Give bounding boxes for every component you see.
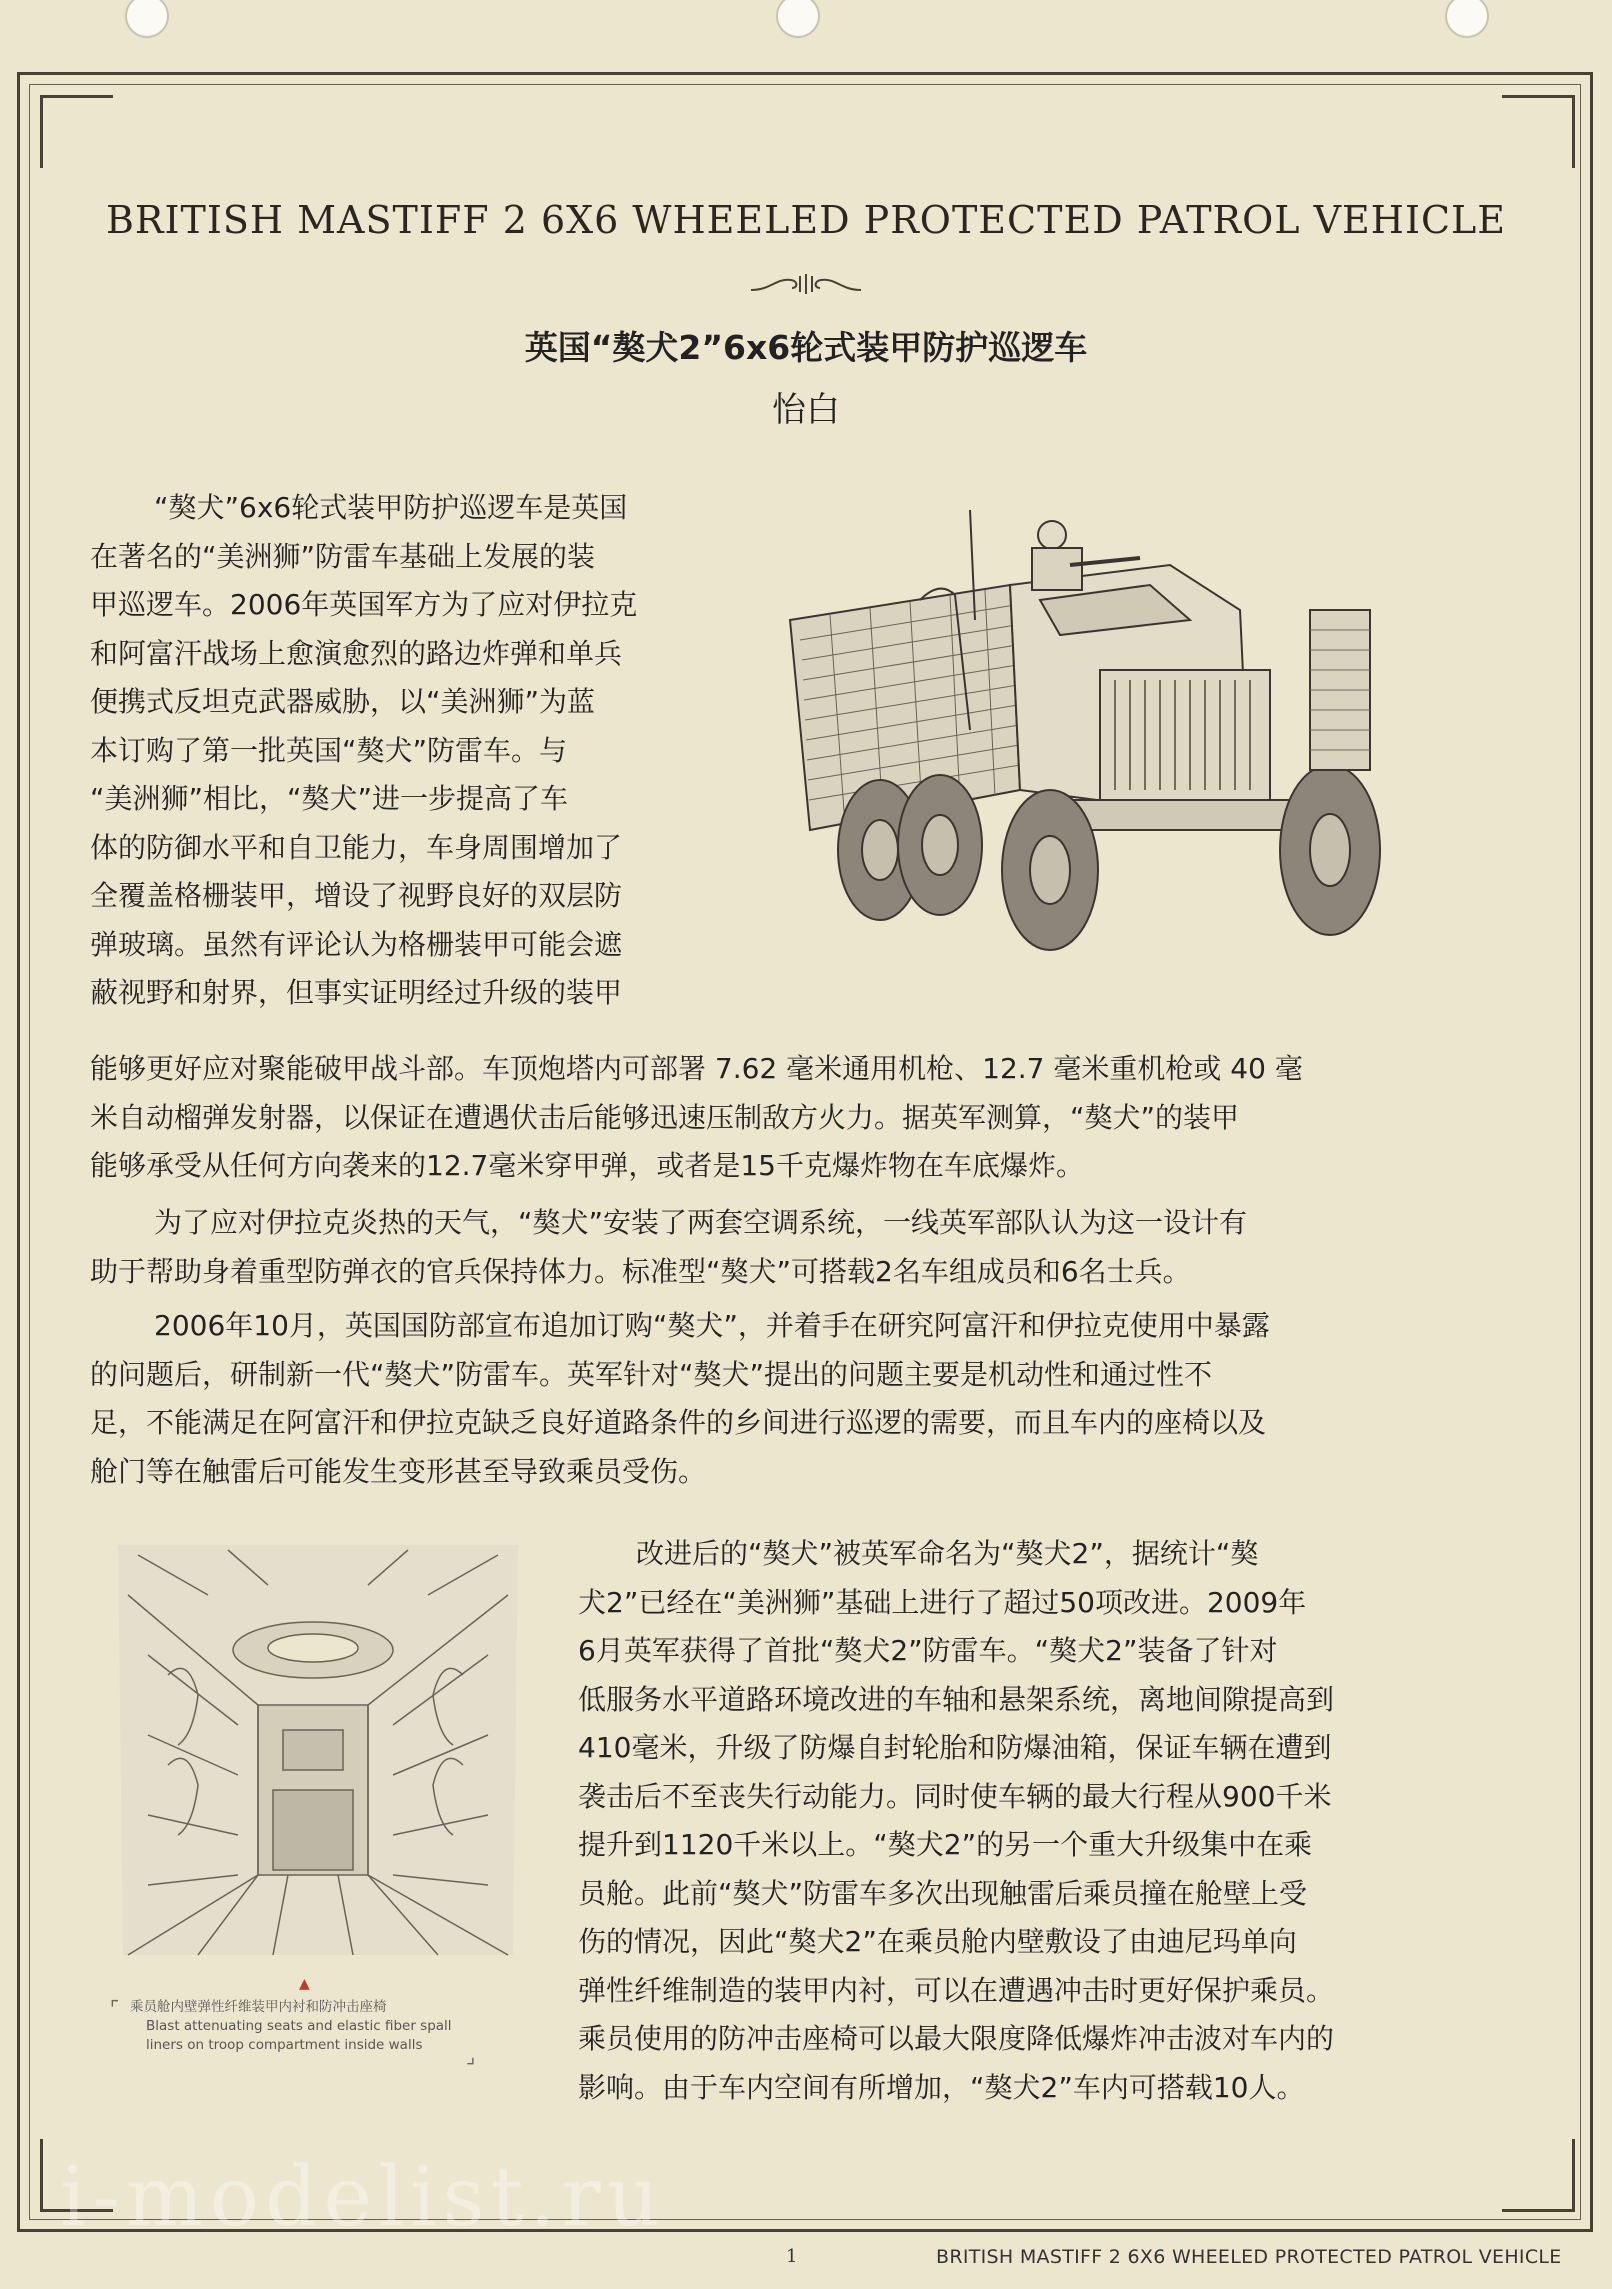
text-line: 伤的情况，因此“獒犬2”在乘员舱内壁敷设了由迪尼玛单向 xyxy=(578,1925,1297,1958)
caption-chinese: 乘员舱内壁弹性纤维装甲内衬和防冲击座椅 xyxy=(130,1999,387,2015)
caption-english: Blast attenuating seats and elastic fiber spall liners on troop compartment inside walls xyxy=(146,2018,452,2053)
caption-bracket-open: ⌜ xyxy=(110,1996,120,2020)
text-line: 犬2”已经在“美洲狮”基础上进行了超过50项改进。2009年 xyxy=(578,1585,1307,1619)
frame-corner-tl xyxy=(40,95,113,168)
text-line: 舱门等在触雷后可能发生变形甚至导致乘员受伤。 xyxy=(90,1454,707,1488)
text-line: 弹性纤维制造的装甲内衬，可以在遭遇冲击时更好保护乘员。 xyxy=(578,1973,1335,2007)
text-line: 体的防御水平和自卫能力，车身周围增加了 xyxy=(90,830,623,864)
illustration-caption xyxy=(118,1998,490,2055)
paragraph-mastiff-2 xyxy=(578,1530,1334,2112)
text-line: 助于帮助身着重型防弹衣的官兵保持体力。标准型“獒犬”可搭载2名车组成员和6名士兵。 xyxy=(90,1254,1191,1288)
caption-bracket-close: ⌟ xyxy=(466,2044,476,2068)
text-line: “美洲狮”相比，“獒犬”进一步提高了车 xyxy=(90,782,569,815)
text-line: 员舱。此前“獒犬”防雷车多次出现触雷后乘员撞在舱壁上受 xyxy=(578,1876,1308,1910)
watermark: i-modelist.ru xyxy=(60,2150,666,2245)
paragraph-new-generation xyxy=(90,1302,1270,1496)
text-line: “獒犬”6x6轮式装甲防护巡逻车是英国 xyxy=(154,491,628,524)
text-line: 提升到1120千米以上。“獒犬2”的另一个重大升级集中在乘 xyxy=(578,1828,1313,1861)
text-line: 为了应对伊拉克炎热的天气，“獒犬”安装了两套空调系统，一线英军部队认为这一设计有 xyxy=(154,1206,1248,1239)
troop-compartment-illustration xyxy=(108,1535,528,1965)
text-line: 410毫米，升级了防爆自封轮胎和防爆油箱，保证车辆在遭到 xyxy=(578,1731,1332,1764)
binder-hole-left xyxy=(125,0,169,38)
frame-corner-tr xyxy=(1502,95,1575,168)
page-number: 1 xyxy=(786,2246,798,2267)
caption-marker-icon: ▲ xyxy=(299,1976,310,1992)
text-line: 2006年10月，英国国防部宣布追加订购“獒犬”，并着手在研究阿富汗和伊拉克使用中暴露 xyxy=(154,1309,1270,1342)
text-line: 影响。由于车内空间有所增加，“獒犬2”车内可搭载10人。 xyxy=(578,2070,1305,2104)
text-line: 米自动榴弹发射器，以保证在遭遇伏击后能够迅速压制敌方火力。据英军测算，“獒犬”的装甲 xyxy=(90,1100,1240,1134)
text-line: 的问题后，研制新一代“獒犬”防雷车。英军针对“獒犬”提出的问题主要是机动性和通过性不 xyxy=(90,1357,1213,1391)
text-line: 袭击后不至丧失行动能力。同时使车辆的最大行程从900千米 xyxy=(578,1779,1332,1813)
title-ornament-icon xyxy=(746,270,866,298)
mastiff-vehicle-illustration xyxy=(770,490,1470,990)
text-line: 和阿富汗战场上愈演愈烈的路边炸弹和单兵 xyxy=(90,636,623,670)
text-line: 弹玻璃。虽然有评论认为格栅装甲可能会遮 xyxy=(90,927,623,961)
text-line: 低服务水平道路环境改进的车轴和悬架系统，离地间隙提高到 xyxy=(578,1682,1335,1716)
author-name: 怡白 xyxy=(772,390,840,430)
binder-hole-right xyxy=(1445,0,1489,38)
text-line: 便携式反坦克武器威胁，以“美洲狮”为蓝 xyxy=(90,685,596,718)
text-line: 改进后的“獒犬”被英军命名为“獒犬2”，据统计“獒 xyxy=(636,1537,1259,1570)
binder-hole-center xyxy=(776,0,820,38)
text-line: 全覆盖格栅装甲，增设了视野良好的双层防 xyxy=(90,879,623,912)
paragraph-intro xyxy=(90,484,637,1018)
text-line: 足，不能满足在阿富汗和伊拉克缺乏良好道路条件的乡间进行巡逻的需要，而且车内的座椅以及 xyxy=(90,1406,1267,1439)
running-title: BRITISH MASTIFF 2 6X6 WHEELED PROTECTED PATROL VEHICLE xyxy=(936,2246,1562,2268)
paragraph-intro-continued xyxy=(90,1045,1303,1191)
text-line: 本订购了第一批英国“獒犬”防雷车。与 xyxy=(90,733,568,767)
text-line: 乘员使用的防冲击座椅可以最大限度降低爆炸冲击波对车内的 xyxy=(578,2022,1335,2055)
text-line: 6月英军获得了首批“獒犬2”防雷车。“獒犬2”装备了针对 xyxy=(578,1634,1278,1667)
page-title-english: BRITISH MASTIFF 2 6X6 WHEELED PROTECTED PATROL VEHICLE xyxy=(105,198,1506,242)
text-line: 甲巡逻车。2006年英国军方为了应对伊拉克 xyxy=(90,588,638,621)
frame-corner-br xyxy=(1502,2139,1575,2212)
text-line: 能够承受从任何方向袭来的12.7毫米穿甲弹，或者是15千克爆炸物在车底爆炸。 xyxy=(90,1149,1084,1182)
text-line: 在著名的“美洲狮”防雷车基础上发展的装 xyxy=(90,539,596,573)
text-line: 能够更好应对聚能破甲战斗部。车顶炮塔内可部署 7.62 毫米通用机枪、12.7 毫米重机枪或 40 毫 xyxy=(90,1052,1303,1085)
text-line: 蔽视野和射界，但事实证明经过升级的装甲 xyxy=(90,976,623,1009)
page-title-chinese: 英国“獒犬2”6x6轮式装甲防护巡逻车 xyxy=(524,328,1088,367)
paragraph-air-conditioning xyxy=(90,1199,1247,1296)
